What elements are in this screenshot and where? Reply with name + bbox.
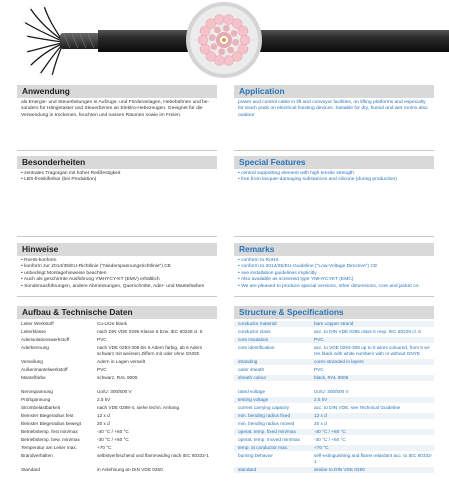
spec-label: min. bending radius moved [238, 421, 295, 426]
table-row [17, 321, 217, 327]
spec-label: temp. at conductor max. [238, 445, 289, 450]
spec-label: Nennspannung [21, 389, 53, 394]
spec-label: kleinster Biegeradius bewegt [21, 421, 81, 426]
list-item: • RoHS-konform [21, 258, 213, 264]
table-row [17, 329, 217, 335]
spec-label: Leiterklasse [21, 329, 47, 334]
spec-label: current carrying capacity [238, 405, 290, 410]
divider [234, 236, 434, 237]
spec-value: 12 x d [314, 413, 327, 418]
divider [234, 296, 434, 297]
spec-value: PVC [314, 337, 324, 342]
table-row [17, 453, 217, 459]
spec-label: conductor material [238, 321, 277, 326]
table-row [17, 345, 217, 356]
structure-spec-table [234, 321, 434, 496]
spec-value: 20 x d [314, 421, 327, 426]
spec-label: Verseilung [21, 359, 43, 364]
application-text [234, 100, 434, 119]
table-row [234, 437, 434, 443]
spec-value: nach VDE 0293-308 bis 5 Adern farbig, ab 6 Adern schwarz mit weissen Ziffern mit oder ohne GNGE [97, 345, 203, 356]
table-row [17, 389, 217, 395]
application-line: outdoor [238, 112, 255, 118]
cable-core-bundle [60, 33, 100, 49]
section-header-special-features: Special Features [234, 156, 434, 169]
anwendung-line: sonders für Hängetaster und Steuerbirnen an Elektro-Hebezeugen. Geeignet für die [21, 106, 203, 112]
table-row [234, 397, 434, 403]
table-row [234, 337, 434, 343]
spec-label: Standard [21, 467, 41, 472]
spec-value: -30 °C / +60 °C [314, 437, 346, 442]
table-row [17, 445, 217, 451]
spec-label: Leiter Werkstoff [21, 321, 54, 326]
spec-value: schwarz, RAL 9005 [97, 375, 138, 380]
aufbau-spec-table [17, 321, 217, 496]
table-row [234, 345, 434, 356]
list-item: • We are pleased to produce special versions, other dimensions, core and jacket co- [238, 284, 430, 290]
spec-value: PVC [97, 337, 107, 342]
table-row [17, 359, 217, 365]
table-row [17, 467, 217, 473]
spec-label: conductor class [238, 329, 271, 334]
besonderheiten-list [17, 171, 217, 184]
section-header-besonderheiten: Besonderheiten [17, 156, 217, 169]
special-features-list [234, 171, 434, 184]
cable-product-image [0, 0, 449, 80]
anwendung-line: als Energie- und Steuerleitungen in Aufzugs- und Förderanlagen, Hebebühnen und be- [21, 100, 210, 105]
spec-value: similar to DIN VDE 0250 [314, 467, 365, 472]
spec-value: nach VDE 0298-4, siehe techn. Anhang [97, 405, 180, 410]
table-row [234, 375, 434, 381]
table-row [17, 375, 217, 381]
divider [17, 296, 217, 297]
spec-label: Betriebstemp. fest min/max [21, 429, 78, 434]
table-row [234, 467, 434, 473]
spec-label: testing voltage [238, 397, 269, 402]
spec-value: Adern in Lagen verseilt [97, 359, 145, 364]
list-item: • Auch als geschirmte Ausführung YMHYCY-KT (EMV) erhältlich [21, 277, 213, 283]
table-row [234, 321, 434, 327]
table-row [234, 453, 434, 464]
spec-value: acc. to VDE 0293-308 up to 5 wires coloured, from 6 wi-res black with white numbers with or without GNYE [314, 345, 431, 356]
divider [17, 236, 217, 237]
spec-label: Betriebstemp. bew. min/max [21, 437, 80, 442]
spec-value: selbstverlöschend und flammwidrig nach IEC 60332-1 [97, 453, 210, 458]
divider [234, 150, 434, 151]
hinweise-list [17, 258, 217, 290]
spec-label: Aderkennung [21, 345, 49, 350]
table-row [234, 445, 434, 451]
divider [17, 150, 217, 151]
spec-value: PVC [97, 367, 107, 372]
spec-label: standard [238, 467, 257, 472]
spec-label: sheath colour [238, 375, 267, 380]
list-item: • free from lacquer-damaging substances and silicone (during production) [238, 177, 430, 183]
spec-label: rated voltage [238, 389, 266, 394]
list-item: • Sonderausführungen, andere Abmessungen, Querschnitte, Ader- und Manteltarben [21, 284, 213, 290]
remarks-list [234, 258, 434, 290]
section-header-remarks: Remarks [234, 243, 434, 256]
list-item: • konform zur 2014/35/EU-Richtlinie ("Niederspannungsrichtlinie") CE [21, 264, 213, 270]
spec-label: Aderisolationswerkstoff [21, 337, 70, 342]
spec-value: 2.5 kV [314, 397, 328, 402]
application-line: for teach pads on electrical hoisting devices. Suitable for dry, humid and wet rooms also [238, 106, 428, 112]
spec-label: Brandverhalten [21, 453, 53, 458]
spec-value: 20 x d [97, 421, 110, 426]
table-row [17, 405, 217, 411]
cable-jacket [98, 30, 449, 52]
spec-label: Strombelastbarkeit [21, 405, 61, 410]
spec-value: Uo/U: 300/500 V [97, 389, 132, 394]
section-header-structure: Structure & Specifications [234, 306, 434, 319]
anwendung-text [17, 100, 217, 119]
list-item: • conform to 2014/35/EU-Guideline ("Low-Voltage Directive") CE [238, 264, 430, 270]
spec-label: outer sheath [238, 367, 265, 372]
anwendung-line: Verwendung in trockenen, feuchten und nassen Räumen sowie im Freien. [21, 112, 182, 118]
table-row [17, 337, 217, 343]
list-item: • central supporting element with high tensile strength [238, 171, 430, 177]
spec-label: operat. temp. fixed min/max [238, 429, 296, 434]
list-item: • zentrales Tragorgan mit hoher Reißfestigkeit [21, 171, 213, 177]
spec-value: self-extinguishing and flame retardant acc. to IEC 60332-1 [314, 453, 433, 464]
table-row [234, 421, 434, 427]
table-row [234, 359, 434, 365]
table-row [234, 367, 434, 373]
spec-value: bare copper strand [314, 321, 354, 326]
spec-label: operat. temp. moved min/max [238, 437, 301, 442]
table-row [17, 413, 217, 419]
spec-label: min. bending radius fixed [238, 413, 291, 418]
table-row [17, 437, 217, 443]
spec-value: 2.5 kV [97, 397, 111, 402]
table-row [17, 421, 217, 427]
table-row [234, 405, 434, 411]
table-row [234, 429, 434, 435]
spec-value: 12 x d [97, 413, 110, 418]
spec-value: black, RAL 9005 [314, 375, 349, 380]
spec-value: in Anlehnung an DIN VDE 0250 [97, 467, 163, 472]
list-item: • conform to RoHS [238, 258, 430, 264]
spec-label: Prüfspannung [21, 397, 51, 402]
section-header-anwendung: Anwendung [17, 85, 217, 98]
table-row [17, 429, 217, 435]
spec-label: Mantelfarbe [21, 375, 46, 380]
spec-value: Cu-Litze blank [97, 321, 127, 326]
spec-label: burning behavior [238, 453, 273, 458]
table-row [234, 413, 434, 419]
section-header-aufbau: Aufbau & Technische Daten [17, 306, 217, 319]
spec-label: core insulation [238, 337, 269, 342]
spec-value: +70 °C [314, 445, 329, 450]
table-row [17, 397, 217, 403]
spec-value: acc. to DIN VDE, see Technical Guideline [314, 405, 401, 410]
spec-value: -40 °C / +60 °C [97, 429, 129, 434]
spec-value: Uo/U: 300/500 V [314, 389, 349, 394]
spec-value: acc. to DIN VDE 0295 class 6 resp. IEC 60228 cl. 6 [314, 329, 421, 334]
spec-value: PVC [314, 367, 324, 372]
spec-label: core identification [238, 345, 275, 350]
spec-value: +70 °C [97, 445, 112, 450]
list-item: • unbedingt Montagehinweise beachten [21, 271, 213, 277]
spec-value: nach DIN VDE 0295 Klasse 6 bzw. IEC 60228 cl. 6 [97, 329, 203, 334]
table-row [234, 329, 434, 335]
table-row [234, 389, 434, 395]
application-line: power and control cable in lift and conveyor facilities, on lifting platforms and especially [238, 100, 426, 105]
list-item: • see installation guidelines implicitly [238, 271, 430, 277]
spec-label: Außenmantelwerkstoff [21, 367, 68, 372]
spec-value: -40 °C / +60 °C [314, 429, 346, 434]
spec-label: kleinster Biegeradius fest [21, 413, 74, 418]
table-row [17, 367, 217, 373]
spec-value: -30 °C / +60 °C [97, 437, 129, 442]
section-header-hinweise: Hinweise [17, 243, 217, 256]
cable-cross-section [186, 2, 262, 78]
list-item: • LBS-freiskiferbar (bei Produktion) [21, 177, 213, 183]
spec-label: Temperatur am Leiter max. [21, 445, 78, 450]
spec-value: cores stranded in layers [314, 359, 364, 364]
spec-label: stranding [238, 359, 258, 364]
list-item: • Also available as screened type YMHYCYKT (EMC) [238, 277, 430, 283]
section-header-application: Application [234, 85, 434, 98]
